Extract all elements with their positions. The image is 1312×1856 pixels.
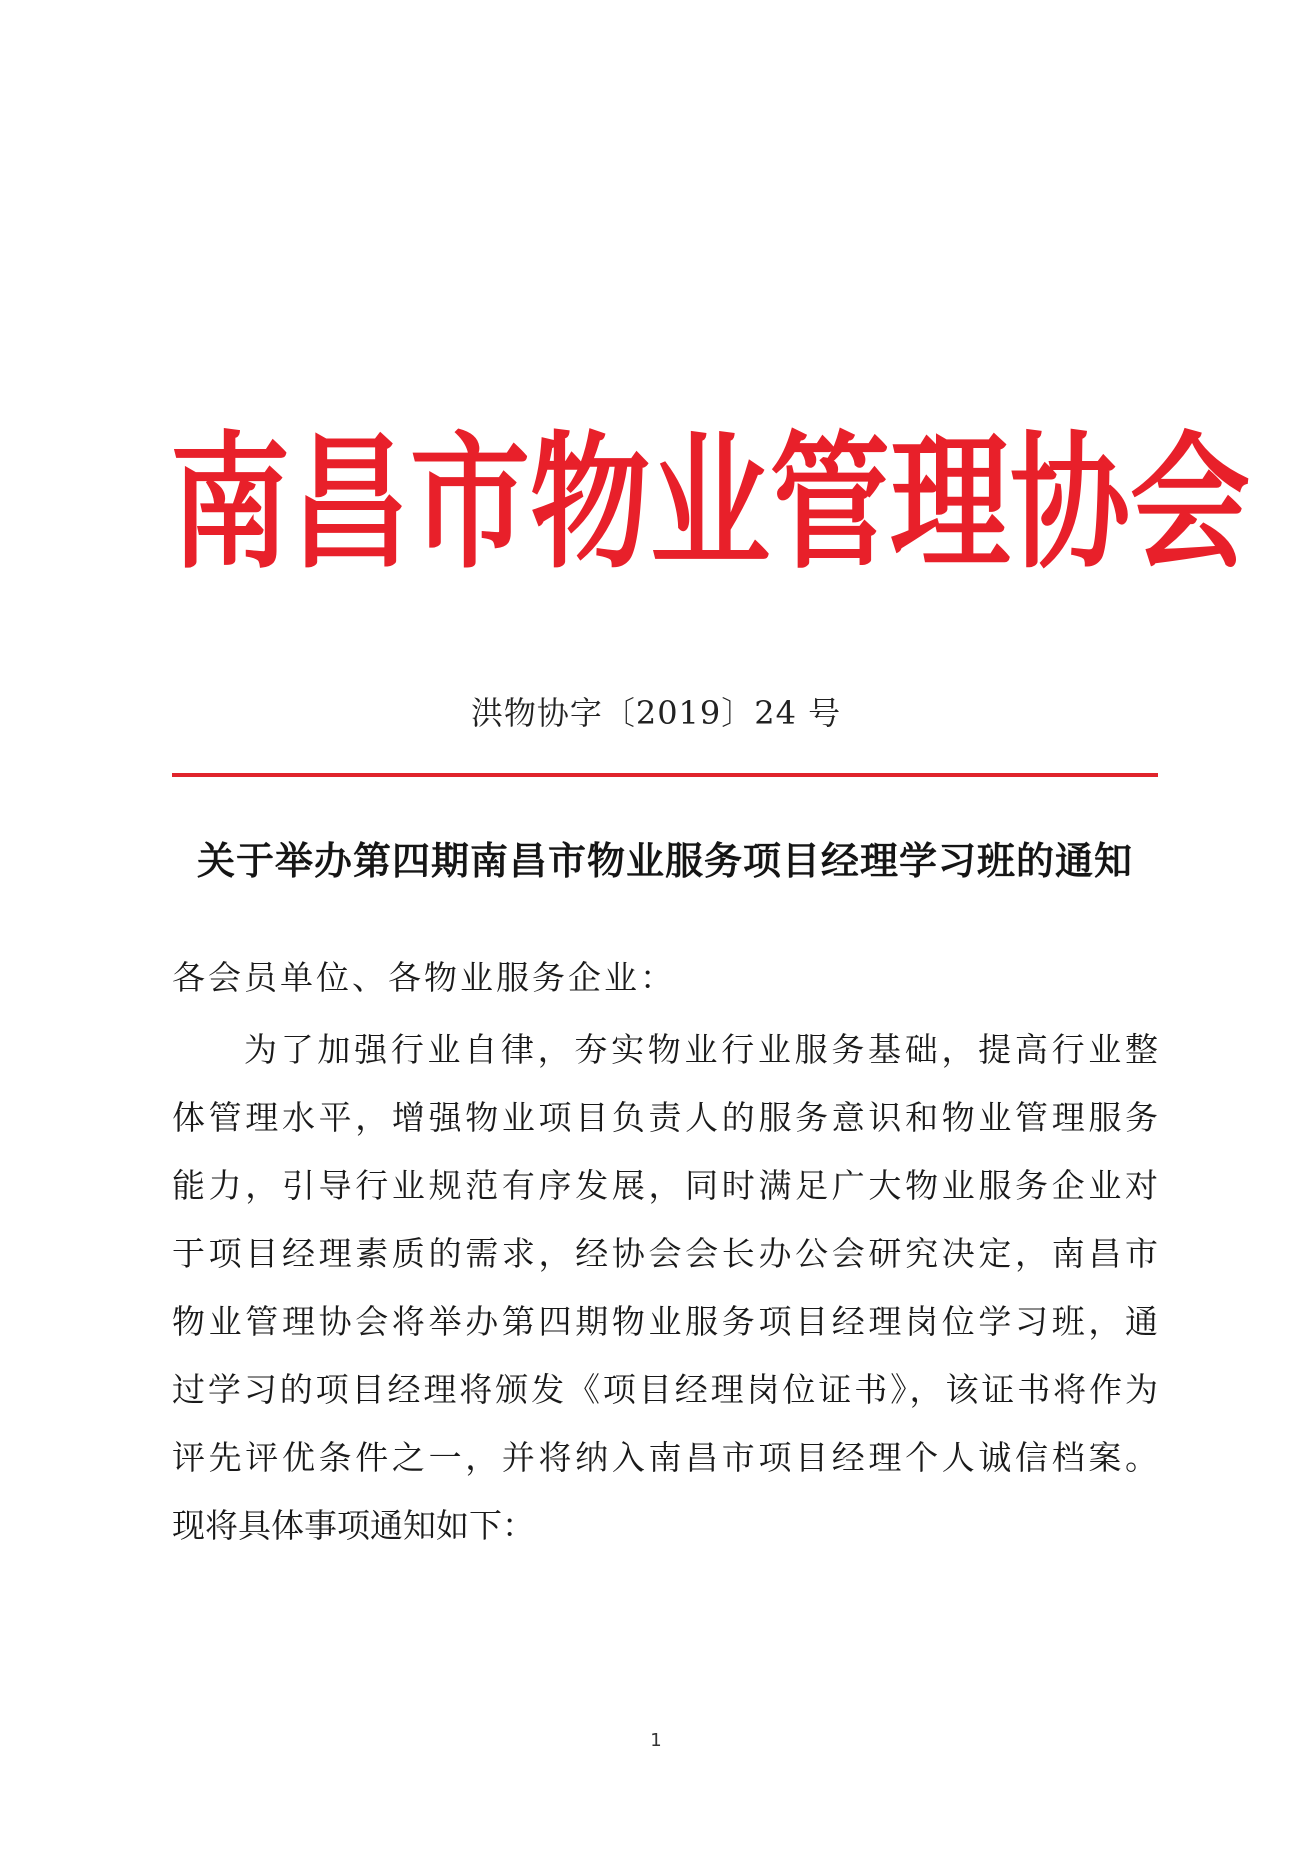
page-number: 1 [650, 1730, 662, 1751]
notice-title: 关于举办第四期南昌市物业服务项目经理学习班的通知 [196, 838, 1133, 883]
org-name-char: 市 [410, 419, 530, 590]
paragraph-line: 物业管理协会将举办第四期物业服务项目经理岗位学习班，通 [172, 1302, 1158, 1341]
paragraph-line: 于项目经理素质的需求，经协会会长办公会研究决定，南昌市 [172, 1234, 1158, 1273]
salutation: 各会员单位、各物业服务企业： [172, 958, 676, 997]
red-divider-line [172, 773, 1158, 777]
org-name-char: 管 [770, 419, 890, 590]
org-name-char: 物 [530, 419, 650, 590]
paragraph-line: 评先评优条件之一，并将纳入南昌市项目经理个人诚信档案。 [172, 1438, 1158, 1477]
paragraph-line: 体管理水平，增强物业项目负责人的服务意识和物业管理服务 [172, 1098, 1158, 1137]
document-number: 洪物协字〔2019〕24 号 [470, 694, 842, 732]
org-name-char: 昌 [290, 419, 410, 590]
paragraph-line: 过学习的项目经理将颁发《项目经理岗位证书》，该证书将作为 [172, 1370, 1158, 1409]
org-name-char: 协 [1010, 419, 1130, 590]
paragraph-line: 为了加强行业自律，夯实物业行业服务基础，提高行业整 [244, 1030, 1158, 1069]
organization-name-header [170, 419, 1250, 590]
org-name-char: 业 [650, 419, 770, 590]
org-name-char: 南 [170, 419, 290, 590]
paragraph-line: 能力，引导行业规范有序发展，同时满足广大物业服务企业对 [172, 1166, 1158, 1205]
org-name-char: 会 [1130, 419, 1250, 590]
org-name-char: 理 [890, 419, 1010, 590]
body-paragraph [172, 1016, 1158, 1560]
paragraph-line: 现将具体事项通知如下： [172, 1506, 535, 1545]
